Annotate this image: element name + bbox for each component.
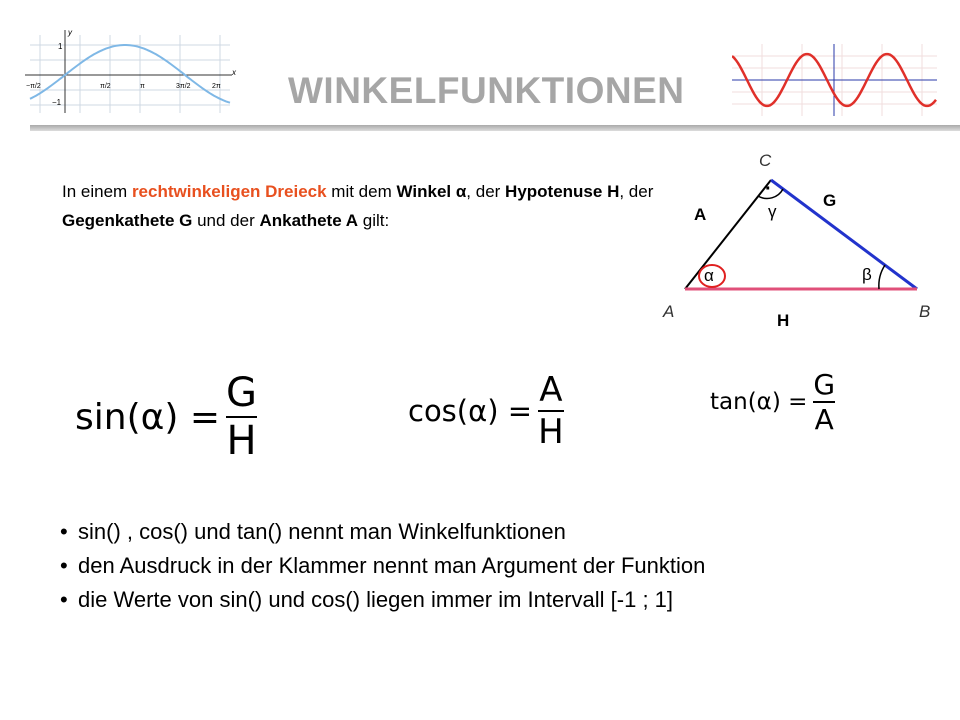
intro-text-part: , der — [619, 182, 654, 201]
tick-label: −π/2 — [26, 83, 41, 90]
intro-text-part: und der — [192, 211, 260, 230]
angle-gamma-label: γ — [768, 202, 777, 221]
intro-text-part: mit dem — [326, 182, 397, 201]
title-divider — [30, 125, 960, 131]
sin-formula — [75, 370, 257, 464]
intro-bold: Ankathete A — [259, 211, 359, 230]
sine-wave-image — [732, 44, 937, 116]
side-g-line — [771, 180, 917, 289]
tan-denominator: A — [814, 403, 834, 436]
tan-lhs: tan(α) = — [710, 389, 808, 415]
sin-denominator: H — [226, 418, 257, 464]
tick-label: 2π — [212, 83, 221, 90]
intro-text-part: , der — [466, 182, 506, 201]
bullet-list — [60, 515, 705, 617]
tan-formula — [710, 368, 835, 436]
cos-formula — [408, 370, 564, 452]
tick-label: π — [140, 83, 145, 90]
sin-numerator: G — [226, 370, 258, 416]
vertex-b-label: B — [919, 302, 931, 321]
cos-denominator: H — [538, 412, 564, 452]
bullet-item: • den Ausdruck in der Klammer nennt man Argument der Funktion — [60, 549, 705, 583]
tan-numerator: G — [813, 368, 836, 401]
vertex-c-label: C — [759, 151, 772, 170]
beta-arc — [879, 265, 885, 289]
cos-numerator: A — [539, 370, 563, 410]
triangle-diagram — [655, 140, 935, 335]
tan-fraction — [813, 368, 835, 436]
sine-curve — [30, 45, 230, 103]
angle-beta-label: β — [862, 265, 872, 284]
side-g-label: G — [823, 191, 837, 210]
intro-bold: Winkel α — [396, 182, 467, 201]
axis-label-x: x — [232, 68, 236, 77]
tick-label: 1 — [58, 42, 63, 51]
sin-fraction — [226, 370, 257, 464]
intro-bold: Gegenkathete G — [62, 211, 193, 230]
intro-text-part: In einem — [62, 182, 132, 201]
right-angle-dot: · — [765, 178, 772, 200]
side-h-label: H — [777, 311, 790, 330]
intro-text-part: gilt: — [358, 211, 390, 230]
tick-label: π/2 — [100, 83, 111, 90]
tick-label: 3π/2 — [176, 83, 191, 90]
page-title: WINKELFUNKTIONEN — [288, 70, 685, 111]
intro-highlight: rechtwinkeligen Dreieck — [131, 182, 327, 201]
intro-bold: Hypotenuse H — [505, 182, 620, 201]
vertex-a-label: A — [663, 302, 675, 321]
tick-label: −1 — [52, 98, 62, 107]
angle-alpha-label: α — [704, 266, 714, 285]
cos-lhs: cos(α) = — [408, 394, 533, 428]
intro-text — [62, 177, 662, 235]
bullet-item: • sin() , cos() und tan() nennt man Winkelfunktionen — [60, 515, 705, 549]
bullet-item: • die Werte von sin() und cos() liegen immer im Intervall [-1 ; 1] — [60, 583, 705, 617]
axis-label-y: y — [68, 28, 72, 37]
sine-graph-image — [20, 25, 240, 115]
sin-lhs: sin(α) = — [75, 396, 221, 438]
cos-fraction — [538, 370, 564, 452]
side-a-label: A — [694, 205, 707, 224]
